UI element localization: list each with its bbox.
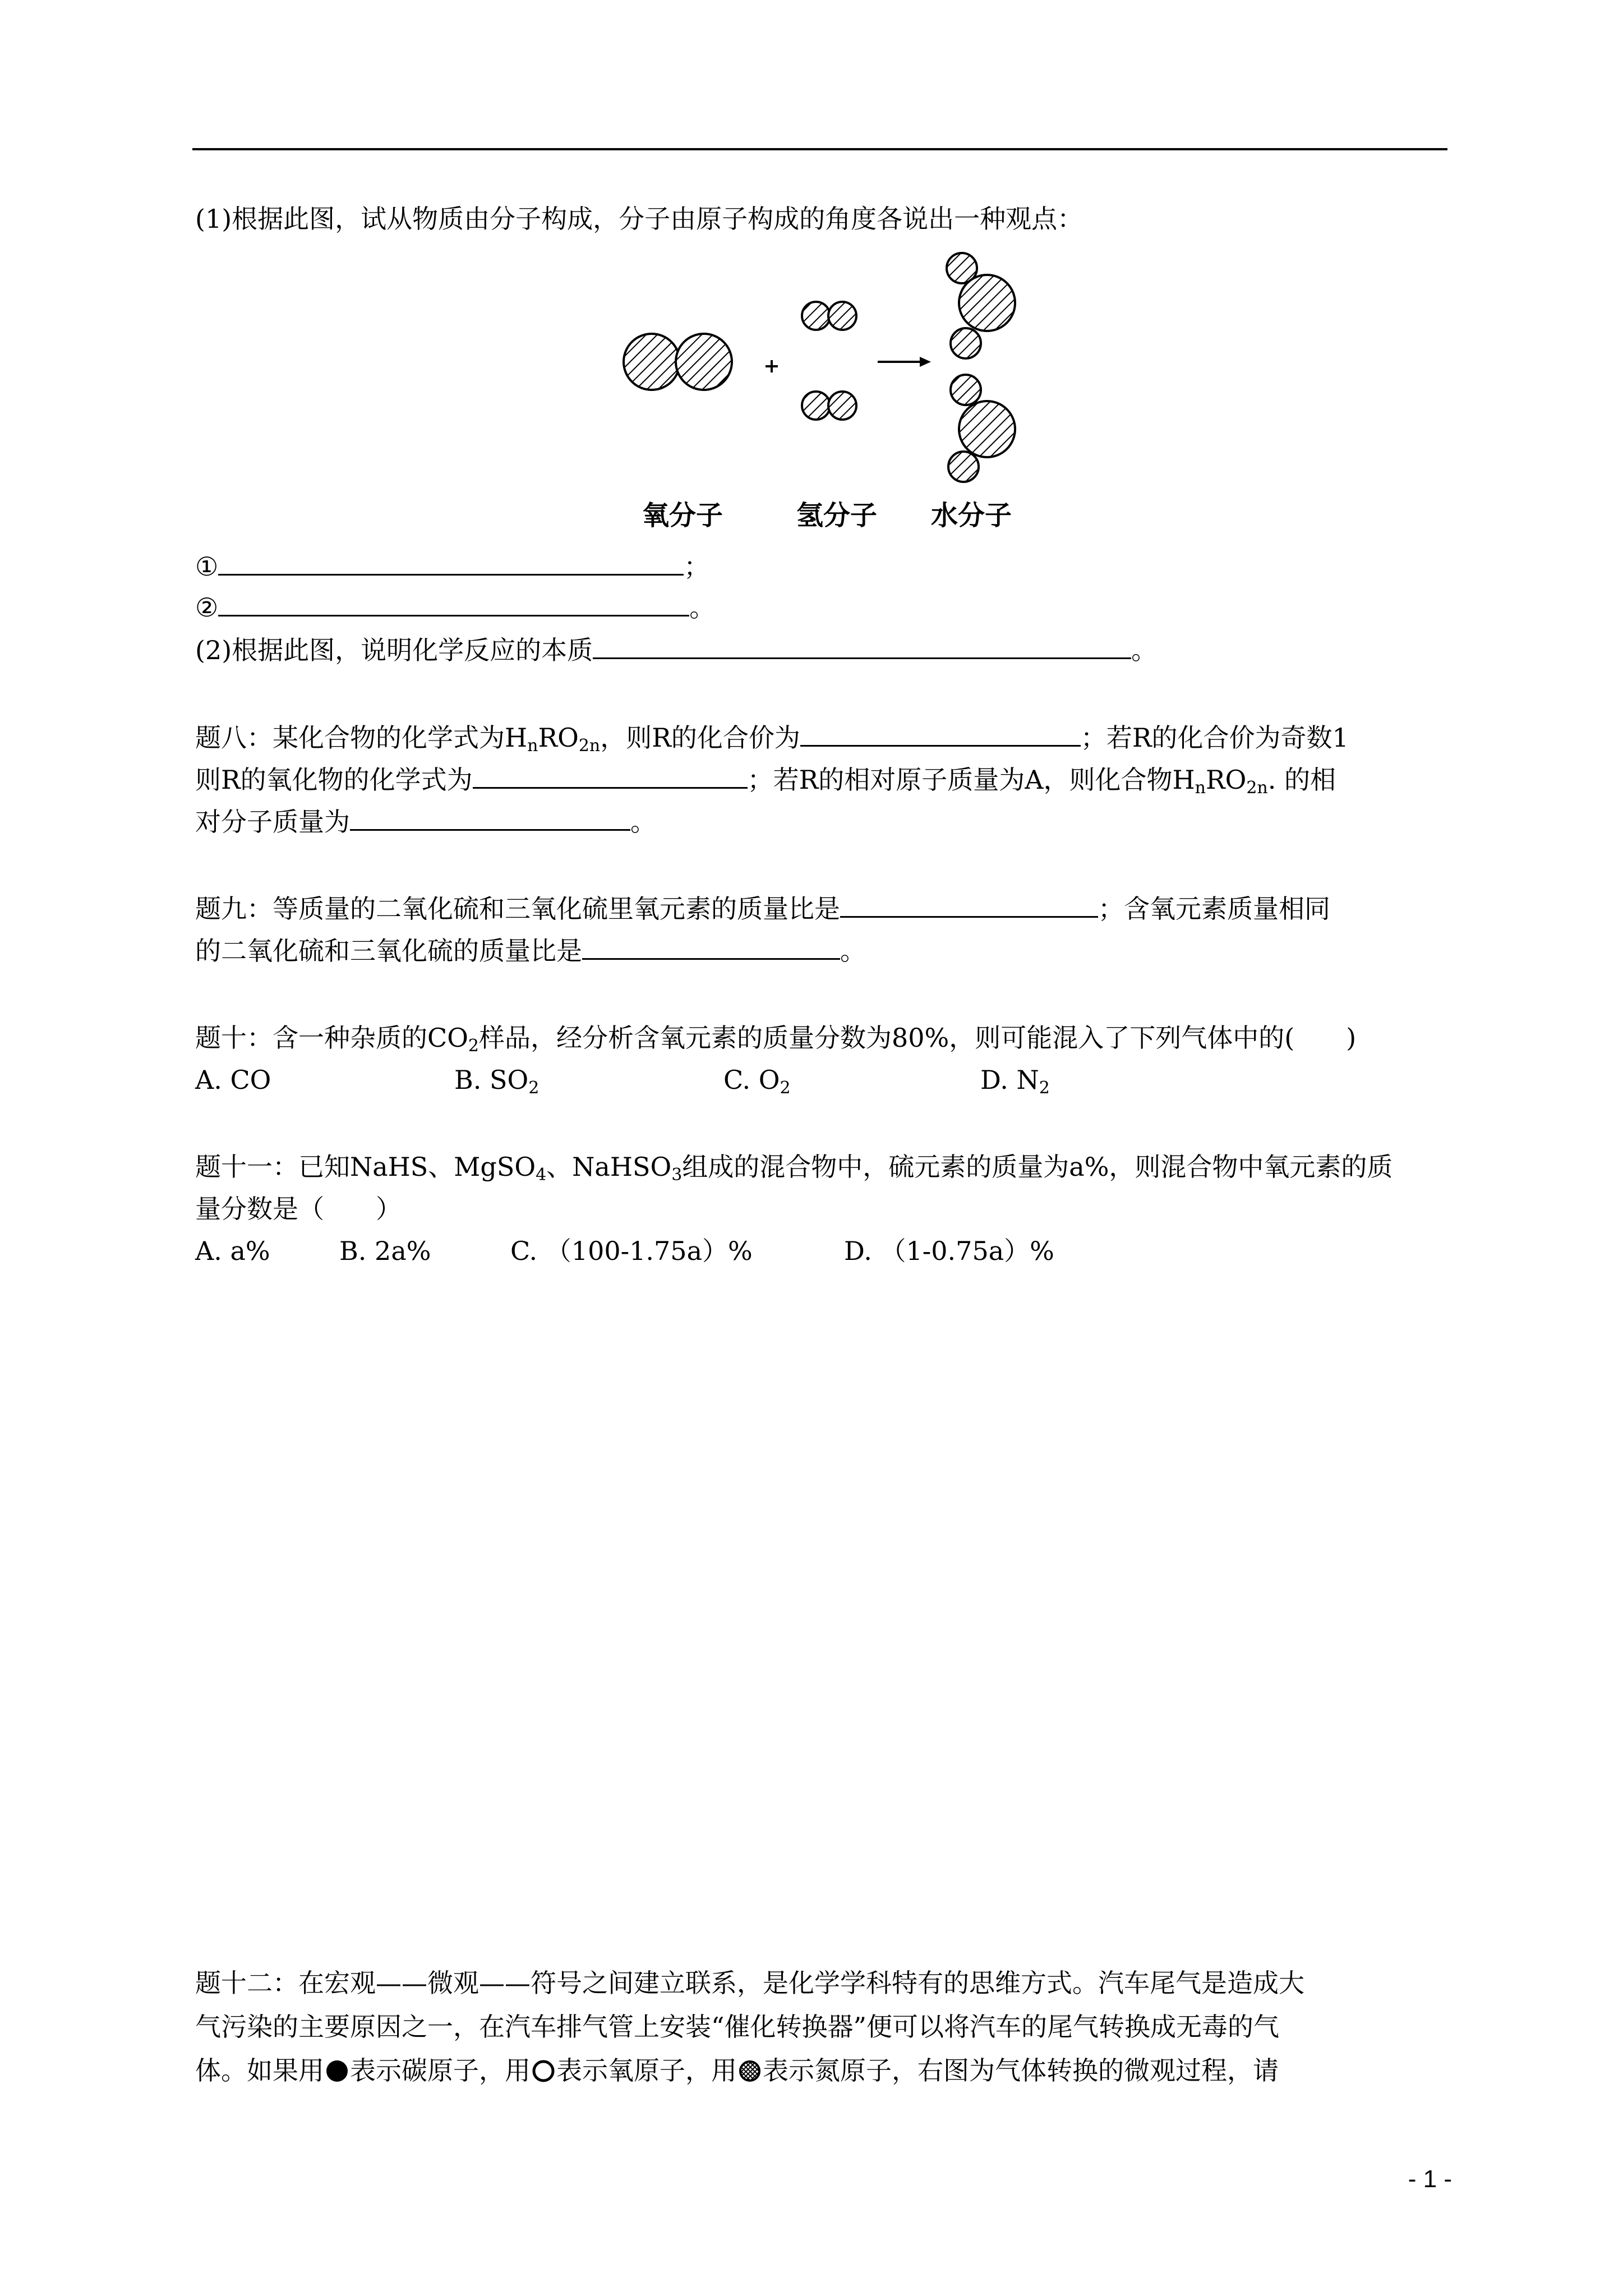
q7-part1: (1)根据此图，试从物质由分子构成，分子由原子构成的角度各说出一种观点： xyxy=(195,204,1083,234)
q12-line2: 气污染的主要原因之一，在汽车排气管上安装“催化转换器”便可以将汽车的尾气转换成无毒的气 xyxy=(195,2012,1280,2042)
answer-blank[interactable] xyxy=(473,760,748,789)
oxygen-molecule-icon xyxy=(624,334,732,390)
carbon-atom-icon xyxy=(324,2058,350,2084)
q11-stem-line1: 题十一：已知NaHS、MgSO$_4$、NaHSO$_3$组成的混合物中，硫元素的质量为a%，则混合物中氧元素的质 xyxy=(195,1152,1393,1185)
hydrogen-label: 氢分子 xyxy=(796,500,878,531)
q11-option-a[interactable]: A. a% xyxy=(195,1236,270,1266)
answer-blank[interactable] xyxy=(800,718,1081,747)
q8-line2: 则R的氧化物的化学式为 ；若R的相对原子质量为A，则化合物$H_nRO_{2n}$. 的相 xyxy=(195,760,1336,808)
hydrogen-molecule-icon xyxy=(802,302,856,420)
q11-stem-line2: 量分数是（ ） xyxy=(195,1194,402,1224)
q8-line1: 题八：某化合物的化学式为$H_nRO_{2n}$，则R的化合价为 ；若R的化合价为奇数1 xyxy=(195,718,1349,766)
q12-line3: 体。如果用 表示碳原子，用 表示氧原子，用 表示氮原子，右图为气体转换的微观过程，请 xyxy=(195,2055,1279,2086)
q10-option-a[interactable]: A. CO xyxy=(195,1065,271,1095)
q10-stem: 题十：含一种杂质的$CO_2$样品，经分析含氧元素的质量分数为80%，则可能混入了下列气体中的( ) xyxy=(195,1023,1357,1056)
nitrogen-atom-icon xyxy=(737,2058,763,2084)
q10-option-d[interactable]: D. $N_2$ xyxy=(980,1065,1050,1098)
q7-item1: ① ； xyxy=(195,547,709,586)
water-label: 水分子 xyxy=(931,500,1012,531)
answer-blank[interactable] xyxy=(840,889,1098,918)
q12-line1: 题十二：在宏观——微观——符号之间建立联系，是化学学科特有的思维方式。汽车尾气是造成大 xyxy=(195,1968,1304,1998)
oxygen-label: 氧分子 xyxy=(642,500,723,531)
q7-part2: (2)根据此图，说明化学反应的本质 。 xyxy=(195,631,1157,670)
water-molecule-icon xyxy=(947,253,1015,482)
q10-option-c[interactable]: C. $O_2$ xyxy=(723,1065,791,1098)
q11-option-d[interactable]: D. （1-0.75a）% xyxy=(844,1236,1054,1266)
q11-option-c[interactable]: C. （100-1.75a）% xyxy=(510,1236,753,1266)
oxygen-atom-icon xyxy=(531,2058,556,2084)
answer-blank[interactable] xyxy=(593,631,1131,659)
answer-blank[interactable] xyxy=(218,547,684,576)
q11-option-b[interactable]: B. 2a% xyxy=(339,1236,431,1266)
header-rule xyxy=(192,148,1447,150)
q10-option-b[interactable]: B. $SO_2$ xyxy=(454,1065,540,1098)
q7-item2: ② 。 xyxy=(195,588,715,627)
q9-line2: 的二氧化硫和三氧化硫的质量比是 。 xyxy=(195,931,866,970)
answer-blank[interactable] xyxy=(582,931,840,960)
page-number: - 1 - xyxy=(1408,2165,1452,2193)
q9-line1: 题九：等质量的二氧化硫和三氧化硫里氧元素的质量比是 ；含氧元素质量相同 xyxy=(195,889,1330,928)
q8-line3: 对分子质量为 。 xyxy=(195,802,656,841)
plus-icon xyxy=(766,360,778,372)
reaction-arrow-icon xyxy=(878,357,931,367)
answer-blank[interactable] xyxy=(350,802,630,831)
answer-blank[interactable] xyxy=(218,588,689,616)
